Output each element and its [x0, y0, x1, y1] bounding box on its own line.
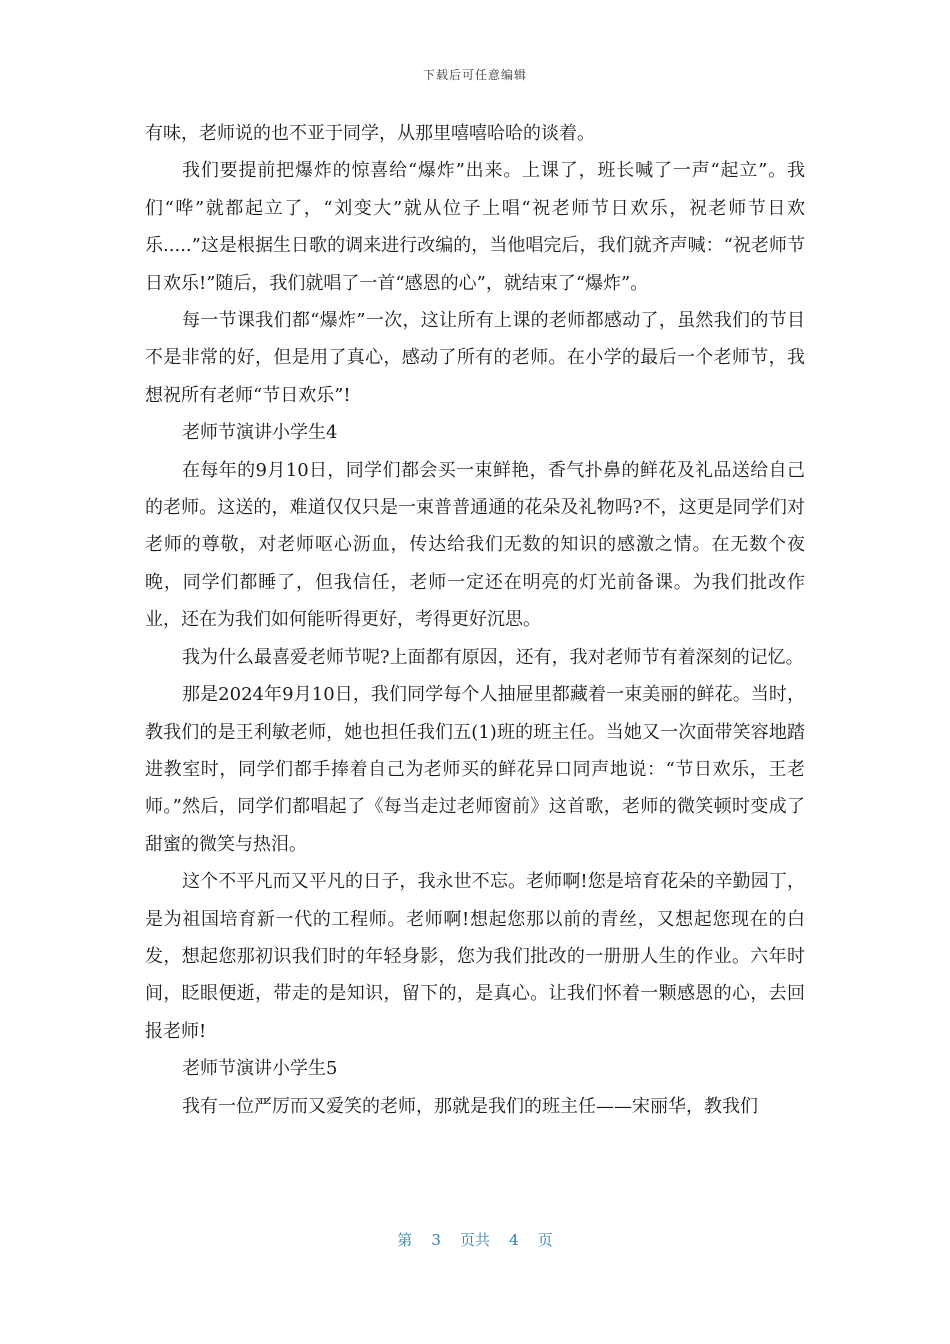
paragraph-5: 我为什么最喜爱老师节呢?上面都有原因，还有，我对老师节有着深刻的记忆。 [182, 646, 804, 668]
paragraph-1: 有味，老师说的也不亚于同学，从那里嘻嘻哈哈的谈着。 [145, 123, 595, 144]
paragraph-2: 我们要提前把爆炸的惊喜给“爆炸”出来。上课了，班长喊了一声“起立”。我们“哗”就都起立了，“刘变大”就从位子上唱“祝老师节日欢乐，祝老师节日欢乐.....”这是根据生日歌的调来进行改编的，当他唱完后，我们就齐声喊：“祝老师节日欢乐!”随后，我们就唱了一首“感恩的心”，就结束了“爆炸”。 [145, 160, 805, 294]
paragraph-4: 在每年的9月10日，同学们都会买一束鲜艳，香气扑鼻的鲜花及礼品送给自己的老师。这送的，难道仅仅只是一束普普通通的花朵及礼物吗?不，这更是同学们对老师的尊敬，对老师呕心沥血，传达给我们无数的知识的感激之情。在无数个夜晚，同学们都睡了，但我信任，老师一定还在明亮的灯光前备课。为我们批改作业，还在为我们如何能听得更好，考得更好沉思。 [145, 459, 805, 631]
page-header-note: 下载后可任意编辑 [422, 68, 527, 82]
page-footer [0, 1229, 950, 1250]
footer-prefix: 第 [397, 1231, 413, 1249]
paragraph-8: 我有一位严厉而又爱笑的老师，那就是我们的班主任——宋丽华，教我们 [182, 1095, 758, 1117]
footer-total-pages: 4 [509, 1231, 519, 1249]
footer-middle: 页共 [459, 1231, 490, 1249]
footer-suffix: 页 [537, 1231, 553, 1249]
paragraph-7: 这个不平凡而又平凡的日子，我永世不忘。老师啊!您是培育花朵的辛勤园丁，是为祖国培育新一代的工程师。老师啊!想起您那以前的青丝，又想起您现在的白发，想起您那初识我们时的年轻身影，您为我们批改的一册册人生的作业。六年时间，眨眼便逝，带走的是知识，留下的，是真心。让我们怀着一颗感恩的心，去回报老师! [145, 871, 805, 1042]
section-heading-4: 老师节演讲小学生4 [182, 422, 338, 444]
section-heading-5: 老师节演讲小学生5 [182, 1058, 338, 1080]
paragraph-6: 那是2024年9月10日，我们同学每个人抽屉里都藏着一束美丽的鲜花。当时，教我们的是王利敏老师，她也担任我们五(1)班的班主任。当她又一次面带笑容地踏进教室时，同学们都手捧着自己为老师买的鲜花异口同声地说：“节日欢乐，王老师。”然后，同学们都唱起了《每当走过老师窗前》这首歌，老师的微笑顿时变成了甜蜜的微笑与热泪。 [145, 684, 805, 855]
document-body [145, 115, 805, 1125]
paragraph-3: 每一节课我们都“爆炸”一次，这让所有上课的老师都感动了，虽然我们的节目不是非常的好，但是用了真心，感动了所有的老师。在小学的最后一个老师节，我想祝所有老师“节日欢乐”! [145, 310, 805, 406]
footer-current-page: 3 [431, 1231, 441, 1249]
